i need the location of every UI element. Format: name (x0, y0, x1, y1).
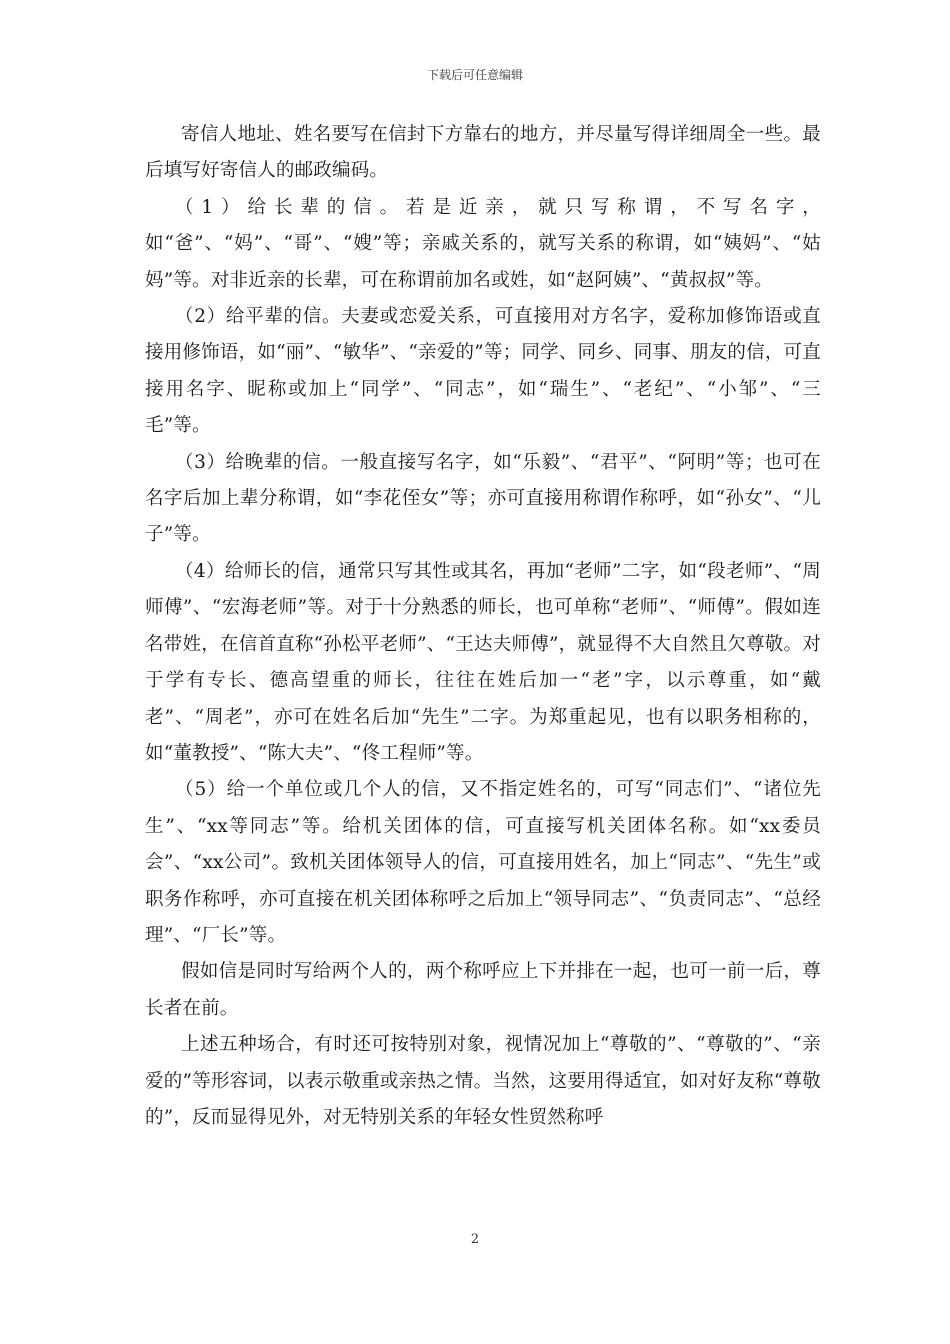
paragraph-teachers: （4）给师长的信，通常只写其性或其名，再加“老师”二字，如“段老师”、“周师傅”、“宏海老师”等。对于十分熟悉的师长，也可单称“老师”、“师傅”。假如连名带姓，在信首直称“孙松平老师”、“王达夫师傅”，就显得不大自然且欠尊敬。对于学有专长、德高望重的师长，往往在姓后加一“老”字，以示尊重，如“戴老”、“周老”，亦可在姓名后加“先生”二字。为郑重起见，也有以职务相称的，如“董教授”、“陈大夫”、“佟工程师”等。 (145, 560, 821, 764)
page-number: 2 (470, 1232, 480, 1247)
paragraph-two-recipients: 假如信是同时写给两个人的，两个称呼应上下并排在一起，也可一前一后，尊长者在前。 (145, 961, 821, 1019)
paragraph-adjectives: 上述五种场合，有时还可按特别对象，视情况加上“尊敬的”、“尊敬的”、“亲爱的”等形容词，以表示敬重或亲热之情。当然，这要用得适宜，如对好友称“尊敬的”，反而显得见外，对无特别关系的年轻女性贸然称呼 (145, 1034, 821, 1128)
paragraph-peers: （2）给平辈的信。夫妻或恋爱关系，可直接用对方名字，爱称加修饰语或直接用修饰语，如“丽”、“敏华”、“亲爱的”等；同学、同乡、同事、朋友的信，可直接用名字、昵称或加上“同学”、“同志”，如“瑞生”、“老纪”、“小邹”、“三毛”等。 (145, 306, 821, 437)
page-header: 下载后可任意编辑 (426, 68, 523, 82)
paragraph-elders: （1）给长辈的信。若是近亲，就只写称谓，不写名字，如“爸”、“妈”、“哥”、“嫂”等；亲戚关系的，就写关系的称谓，如“姨妈”、“姑妈”等。对非近亲的长辈，可在称谓前加名或姓，如“赵阿姨”、“黄叔叔”等。 (145, 196, 821, 291)
paragraph-organizations: （5）给一个单位或几个人的信，又不指定姓名的，可写“同志们”、“诸位先生”、“xx等同志”等。给机关团体的信，可直接写机关团体名称。如“xx委员会”、“xx公司”。致机关团体领导人的信，可直接用姓名，加上“同志”、“先生”或职务作称呼，亦可直接在机关团体称呼之后加上“领导同志”、“负责同志”、“总经理”、“厂长”等。 (145, 779, 821, 946)
document-body (145, 117, 821, 1136)
paragraph-juniors: （3）给晚辈的信。一般直接写名字，如“乐毅”、“君平”、“阿明”等；也可在名字后加上辈分称谓，如“李花侄女”等；亦可直接用称谓作称呼，如“孙女”、“儿子”等。 (145, 451, 821, 546)
paragraph-sender-address: 寄信人地址、姓名要写在信封下方靠右的地方，并尽量写得详细周全一些。最后填写好寄信人的邮政编码。 (145, 124, 821, 182)
